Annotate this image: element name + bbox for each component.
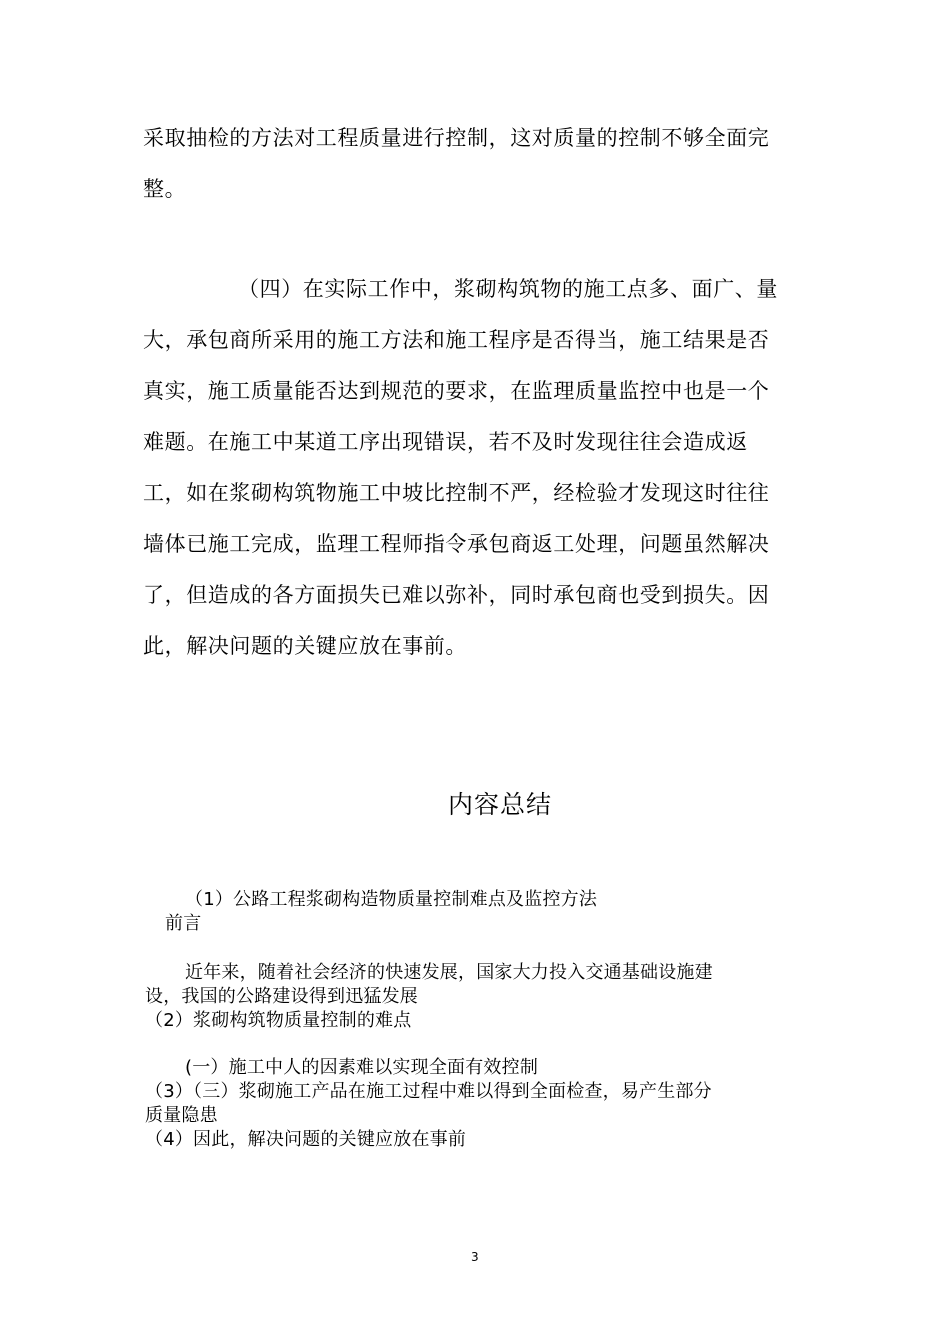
summary-line-5: （2）浆砌构筑物质量控制的难点	[145, 1010, 412, 1031]
main-paragraph-line-2: 大，承包商所采用的施工方法和施工程序是否得当，施工结果是否	[143, 328, 770, 352]
main-paragraph-line-7: 了，但造成的各方面损失已难以弥补，同时承包商也受到损失。因	[143, 583, 770, 607]
main-paragraph-line-3: 真实，施工质量能否达到规范的要求，在监理质量监控中也是一个	[143, 379, 770, 403]
summary-title: 内容总结	[448, 790, 553, 819]
main-paragraph-line-6: 墙体已施工完成，监理工程师指令承包商返工处理，问题虽然解决	[143, 532, 770, 556]
summary-line-9: （4）因此，解决问题的关键应放在事前	[145, 1129, 467, 1150]
summary-line-4: 设，我国的公路建设得到迅猛发展	[145, 986, 418, 1007]
main-paragraph-line-5: 工，如在浆砌构筑物施工中坡比控制不严，经检验才发现这时往往	[143, 481, 770, 505]
summary-line-2: 前言	[165, 913, 202, 934]
main-paragraph-line-8: 此，解决问题的关键应放在事前。	[143, 634, 467, 658]
top-paragraph-line-1: 采取抽检的方法对工程质量进行控制，这对质量的控制不够全面完	[143, 126, 770, 150]
summary-line-8: 质量隐患	[145, 1105, 218, 1126]
main-paragraph-line-1: （四）在实际工作中，浆砌构筑物的施工点多、面广、量	[238, 277, 778, 301]
summary-line-3: 近年来，随着社会经济的快速发展，国家大力投入交通基础设施建	[185, 962, 713, 983]
top-paragraph-line-2: 整。	[143, 177, 187, 201]
summary-line-1: （1）公路工程浆砌构造物质量控制难点及监控方法	[185, 889, 598, 910]
page-number: 3	[471, 1250, 479, 1264]
summary-line-6: (一）施工中人的因素难以实现全面有效控制	[185, 1057, 539, 1078]
summary-line-7: （3）（三）浆砌施工产品在施工过程中难以得到全面检查，易产生部分	[145, 1081, 712, 1102]
main-paragraph-line-4: 难题。在施工中某道工序出现错误，若不及时发现往往会造成返	[143, 430, 748, 454]
